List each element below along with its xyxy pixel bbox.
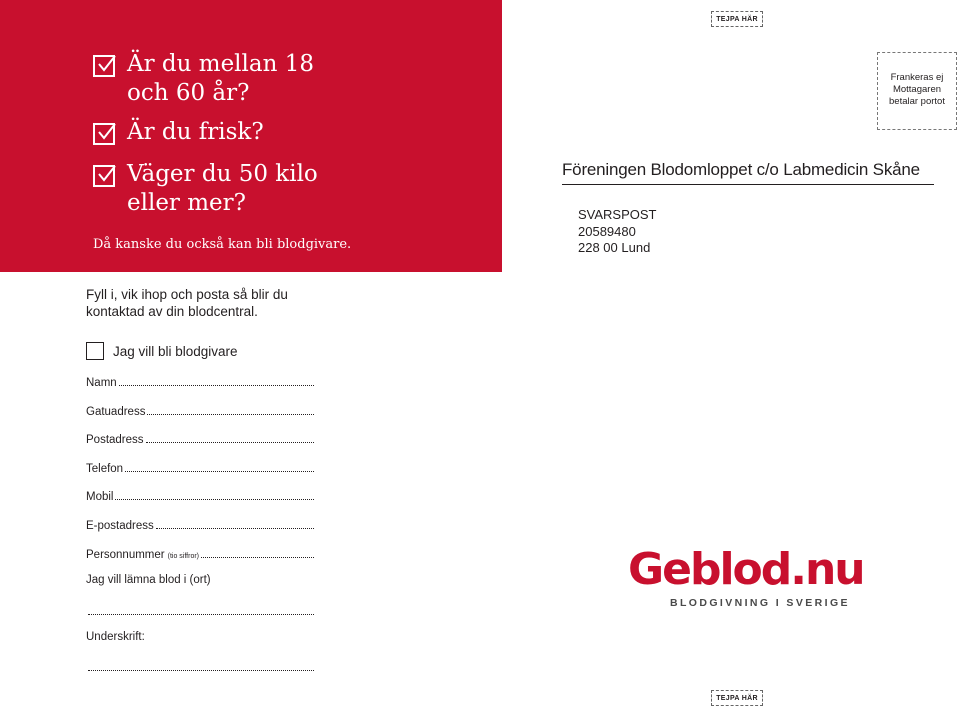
phone-field[interactable]: [86, 459, 314, 475]
instructions: Fyll i, vik ihop och posta så blir du kontaktad av din blodcentral.: [86, 287, 288, 319]
question-text: Väger du 50 kilo eller mer?: [127, 161, 318, 216]
field-label: Telefon: [86, 463, 124, 475]
checkmark-icon: [93, 55, 115, 77]
question-weight: [93, 160, 318, 218]
field-hint: (tio siffror): [167, 553, 199, 560]
recipient-name: Föreningen Blodomloppet c/o Labmedicin Skåne: [562, 160, 920, 179]
ssn-field[interactable]: [86, 545, 314, 561]
field-label: Mobil: [86, 491, 114, 503]
geblod-logo: [628, 544, 864, 609]
address-divider: [562, 184, 934, 185]
address-line: 228 00 Lund: [578, 240, 651, 255]
question-text: Är du mellan 18 och 60 år?: [127, 51, 314, 106]
field-label: Postadress: [86, 434, 144, 446]
fill-line: [146, 439, 314, 443]
tape-marker-top: TEJPA HÄR: [711, 11, 763, 27]
tagline: Då kanske du också kan bli blodgivare.: [93, 237, 352, 252]
signature-label: Underskrift:: [86, 631, 145, 643]
fill-line: [147, 411, 314, 415]
field-label: Namn: [86, 377, 117, 389]
signature-input[interactable]: [88, 669, 314, 671]
mobile-field[interactable]: [86, 487, 314, 503]
address-line: 20589480: [578, 224, 636, 239]
stamp-text: Frankeras ej Mottagaren betalar portot: [889, 72, 945, 107]
field-label: Gatuadress: [86, 406, 146, 418]
wish-label: Jag vill bli blodgivare: [113, 343, 238, 359]
field-label: E-postadress: [86, 520, 154, 532]
wish-checkbox[interactable]: [86, 342, 104, 360]
tape-marker-bottom: TEJPA HÄR: [711, 690, 763, 706]
checkmark-icon: [93, 123, 115, 145]
email-field[interactable]: [86, 516, 314, 532]
question-age: [93, 50, 314, 108]
logo-wordmark: Geblod.nu: [628, 544, 864, 595]
postal-field[interactable]: [86, 430, 314, 446]
question-text: Är du frisk?: [127, 119, 264, 145]
fill-line: [156, 525, 314, 529]
street-field[interactable]: [86, 402, 314, 418]
donate-place-label: Jag vill lämna blod i (ort): [86, 574, 211, 586]
field-label: Personnummer: [86, 549, 165, 561]
question-health: [93, 118, 264, 147]
fill-line: [125, 468, 314, 472]
wish-checkbox-row: [86, 342, 238, 360]
address-line: SVARSPOST: [578, 207, 657, 222]
logo-subtitle: BLODGIVNING I SVERIGE: [670, 597, 850, 609]
fill-line: [119, 382, 314, 386]
fill-line: [115, 496, 314, 500]
postage-stamp: [877, 52, 957, 130]
name-field[interactable]: [86, 373, 314, 389]
promo-panel: [0, 0, 502, 272]
donate-place-input[interactable]: [88, 613, 314, 615]
checkmark-icon: [93, 165, 115, 187]
fill-line: [201, 554, 314, 558]
